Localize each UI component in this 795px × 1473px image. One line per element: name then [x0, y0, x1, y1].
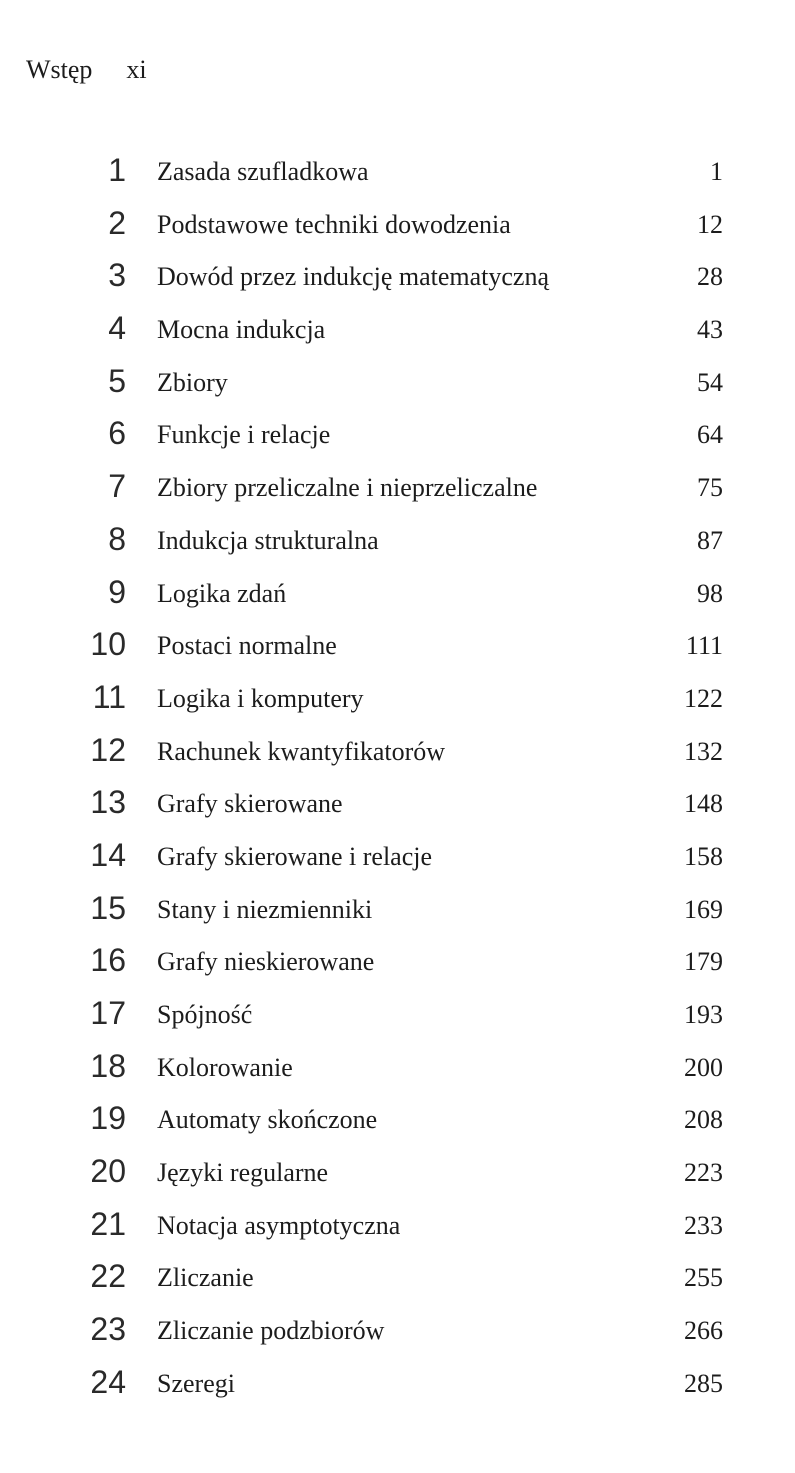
chapter-page-number: 193	[684, 1000, 723, 1029]
chapter-title: Notacja asymptotyczna	[157, 1210, 401, 1240]
chapter-page-number: 169	[684, 894, 723, 924]
chapter-page-number: 200	[684, 1052, 723, 1082]
chapter-number: 10	[90, 626, 126, 663]
chapter-title: Mocna indukcja	[157, 315, 326, 345]
chapter-page-number: 87	[697, 525, 723, 555]
toc-entry[interactable]	[0, 888, 795, 941]
chapter-number: 11	[92, 678, 126, 715]
chapter-title: Postaci normalne	[157, 631, 337, 661]
toc-entry[interactable]	[0, 572, 795, 625]
chapter-page-number: 132	[684, 736, 723, 766]
chapter-number: 1	[108, 152, 126, 188]
chapter-number: 9	[108, 573, 126, 610]
intro-page-number: xi	[126, 55, 147, 84]
chapter-title: Podstawowe techniki dowodzenia	[157, 209, 511, 239]
chapter-number: 24	[90, 1363, 126, 1400]
intro-title: Wstęp	[26, 55, 93, 84]
chapter-page-number: 1	[710, 157, 723, 186]
chapter-title: Zliczanie podzbiorów	[157, 1316, 385, 1346]
chapter-page-number: 223	[684, 1158, 723, 1188]
chapter-number: 6	[108, 415, 126, 452]
toc-entry[interactable]	[0, 413, 795, 466]
toc-entry[interactable]	[0, 255, 795, 308]
toc-entry[interactable]	[0, 361, 795, 414]
chapter-title: Logika i komputery	[157, 683, 364, 713]
chapter-page-number: 122	[684, 683, 723, 713]
chapter-title: Grafy skierowane	[157, 789, 343, 819]
chapter-page-number: 158	[684, 841, 723, 871]
chapter-title: Zasada szufladkowa	[157, 157, 369, 186]
chapter-number: 18	[90, 1047, 126, 1084]
chapter-page-number: 111	[685, 631, 723, 661]
chapter-number: 12	[90, 731, 126, 768]
chapter-title: Dowód przez indukcję matematyczną	[157, 262, 549, 292]
toc-entry[interactable]	[0, 203, 795, 256]
chapter-title: Rachunek kwantyfikatorów	[157, 736, 446, 766]
toc-entry[interactable]	[0, 730, 795, 783]
chapter-number: 7	[108, 468, 126, 505]
toc-entry[interactable]	[0, 1256, 795, 1309]
chapter-page-number: 12	[697, 209, 723, 239]
chapter-title: Zbiory	[157, 367, 228, 397]
chapter-number: 19	[90, 1100, 126, 1137]
chapter-page-number: 75	[697, 473, 723, 503]
chapter-number: 21	[90, 1205, 126, 1242]
chapter-title: Języki regularne	[157, 1158, 329, 1188]
chapter-number: 17	[90, 995, 126, 1031]
toc-entry[interactable]	[0, 993, 795, 1046]
table-of-contents	[0, 150, 795, 1415]
chapter-title: Zliczanie	[157, 1263, 254, 1293]
toc-entry[interactable]	[0, 466, 795, 519]
chapter-title: Grafy skierowane i relacje	[157, 841, 433, 871]
chapter-page-number: 266	[684, 1316, 723, 1346]
chapter-title: Spójność	[157, 1000, 253, 1029]
chapter-title: Automaty skończone	[157, 1105, 378, 1135]
toc-entry[interactable]	[0, 782, 795, 835]
chapter-page-number: 285	[684, 1368, 723, 1398]
chapter-number: 20	[90, 1153, 126, 1190]
chapter-number: 13	[90, 784, 126, 821]
chapter-number: 5	[108, 362, 126, 399]
toc-entry[interactable]	[0, 1309, 795, 1362]
chapter-page-number: 233	[684, 1210, 723, 1240]
chapter-page-number: 148	[684, 789, 723, 819]
intro-entry[interactable]	[26, 52, 147, 88]
toc-entry[interactable]	[0, 835, 795, 888]
chapter-page-number: 98	[697, 578, 723, 608]
chapter-title: Stany i niezmienniki	[157, 894, 373, 924]
chapter-number: 15	[90, 889, 126, 926]
toc-entry[interactable]	[0, 1151, 795, 1204]
chapter-page-number: 64	[697, 420, 723, 450]
chapter-number: 4	[108, 310, 126, 347]
toc-entry[interactable]	[0, 519, 795, 572]
chapter-number: 16	[90, 942, 126, 979]
chapter-page-number: 43	[697, 315, 723, 345]
chapter-title: Kolorowanie	[157, 1052, 293, 1082]
toc-entry[interactable]	[0, 677, 795, 730]
chapter-title: Zbiory przeliczalne i nieprzeliczalne	[157, 473, 538, 503]
toc-entry[interactable]	[0, 150, 795, 203]
chapter-page-number: 28	[697, 262, 723, 292]
chapter-number: 22	[90, 1258, 126, 1295]
toc-entry[interactable]	[0, 624, 795, 677]
toc-entry[interactable]	[0, 1046, 795, 1099]
chapter-title: Logika zdań	[157, 578, 287, 608]
chapter-page-number: 179	[684, 947, 723, 977]
chapter-page-number: 208	[684, 1105, 723, 1135]
chapter-page-number: 54	[697, 367, 723, 397]
chapter-title: Funkcje i relacje	[157, 420, 331, 450]
chapter-number: 14	[90, 836, 126, 873]
chapter-page-number: 255	[684, 1263, 723, 1293]
toc-entry[interactable]	[0, 1098, 795, 1151]
chapter-number: 2	[108, 204, 126, 241]
chapter-number: 8	[108, 520, 126, 557]
chapter-title: Grafy nieskierowane	[157, 947, 375, 977]
chapter-title: Indukcja strukturalna	[157, 525, 379, 555]
chapter-title: Szeregi	[157, 1368, 235, 1398]
toc-entry[interactable]	[0, 940, 795, 993]
toc-entry[interactable]	[0, 308, 795, 361]
chapter-number: 23	[90, 1311, 126, 1348]
toc-entry[interactable]	[0, 1362, 795, 1415]
chapter-number: 3	[108, 257, 126, 294]
toc-entry[interactable]	[0, 1204, 795, 1257]
